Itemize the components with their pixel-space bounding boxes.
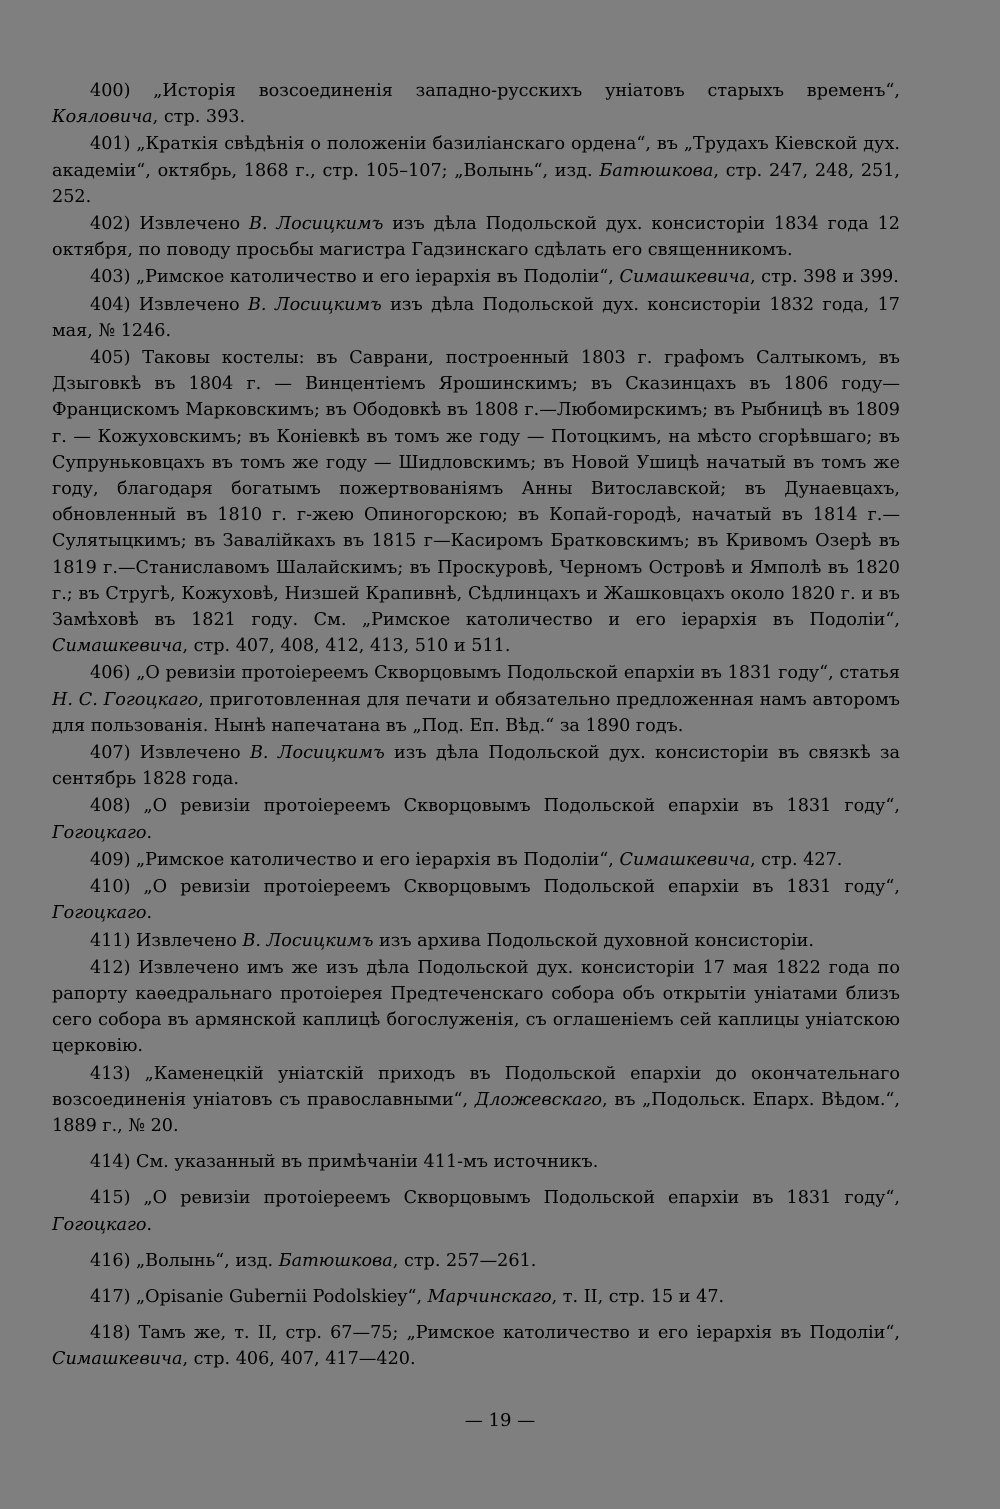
footnote-author: Батюшкова: [278, 1250, 393, 1271]
footnote-author: Н. С. Гогоцкаго: [52, 689, 199, 710]
footnote: [52, 78, 900, 130]
footnote-text: 401) „Краткія свѣдѣнія о положеніи базиліанскаго ордена“, въ „Трудахъ Кіевской дух. академіи“, октябрь, 1868 г., стр. 105–107; „Волынь“, изд.: [52, 134, 900, 181]
footnote-author: Симашкевича: [52, 1349, 183, 1370]
footnote-text: 414) См. указанный въ примѣчаніи 411-мъ источникъ.: [90, 1152, 599, 1173]
footnote-text: 407) Извлечено: [90, 743, 250, 764]
footnote-text: 404) Извлечено: [90, 294, 248, 315]
footnote-text: 406) „О ревизіи протоіереемъ Скворцовымъ Подольской епархіи въ 1831 году“, статья: [90, 663, 900, 684]
footnote-author: Гогоцкаго: [52, 903, 147, 924]
footnote-text: .: [146, 903, 153, 924]
footnote: [52, 211, 900, 263]
footnote-author: Батюшкова: [599, 160, 714, 181]
footnote: [52, 928, 900, 954]
footnote-text: 405) Таковы костелы: въ Саврани, построенный 1803 г. графомъ Салтыкомъ, въ Дзыговкѣ въ 1804 г. — Винцентіемъ Ярошинскимъ; въ Сказинцахъ въ 1806 году—Францискомъ Марковскимъ; въ Ободовкѣ въ 1808 г.—Любомирскимъ; въ Рыбницѣ въ 1809 г. — Кожуховскимъ; въ Коніевкѣ въ томъ же году — Потоцкимъ, на мѣсто сгорѣвшаго; въ Супруньковцахъ въ томъ же году — Шидловскимъ; въ Новой Ушицѣ начатый въ томъ же году, благодаря богатымъ пожертвованіямъ Анны Витославской; въ Дунаевцахъ, обновленный въ 1810 г. г-жею Опиногорскою; въ Копай-городѣ, начатый въ 1814 г.—Сулятыцкимъ; въ Завалійкахъ въ 1815 г—Касиромъ Братковскимъ; въ Кривомъ Озерѣ въ 1819 г.—Станиславомъ Шалайскимъ; въ Проскуровѣ, Черномъ Островѣ и Ямполѣ въ 1820 г.; въ Стругѣ, Кожуховѣ, Низшей Крапивнѣ, Сѣдлинцахъ и Жашковцахъ около 1820 г. и въ Замѣховѣ въ 1821 году. См. „Римское католичество и его іерархія въ Подоліи“,: [52, 348, 900, 631]
footnote-text: 409) „Римское католичество и его іерархія въ Подоліи“,: [90, 849, 620, 870]
footnote-text: 411) Извлечено: [90, 930, 243, 951]
footnote: [52, 660, 900, 739]
footnote-author: В. Лосицкимъ: [249, 743, 385, 764]
footnotes-page: [52, 78, 900, 1374]
footnote-text: изъ дѣла Подольской дух. консисторіи 1832 года, 17 мая, № 1246.: [52, 294, 900, 341]
footnote: [52, 874, 900, 926]
footnote-author: Симашкевича: [619, 267, 750, 288]
footnote-text: , стр. 398 и 399.: [749, 267, 899, 288]
footnote-text: , стр. 406, 407, 417—420.: [182, 1349, 416, 1370]
footnote-text: 413) „Каменецкій уніатскій приходъ въ Подольской епархіи до окончательнаго возсоединенія уніатовъ съ православными“,: [52, 1063, 900, 1110]
footnote-text: 403) „Римское католичество и его іерархія въ Подоліи“,: [90, 267, 620, 288]
footnote-text: 402) Извлечено: [90, 214, 250, 235]
footnote-text: , стр. 427.: [749, 849, 843, 870]
footnote-text: 415) „О ревизіи протоіереемъ Скворцовымъ Подольской епархіи въ 1831 году“,: [90, 1188, 900, 1209]
footnote-author: В. Лосицкимъ: [249, 214, 384, 235]
footnote-text: 418) Тамъ же, т. II, стр. 67—75; „Римское католичество и его іерархія въ Подоліи“,: [90, 1323, 900, 1344]
footnote: [52, 292, 900, 344]
footnote-text: 400) „Исторія возсоединенія западно-русскихъ уніатовъ старыхъ временъ“,: [90, 81, 900, 101]
footnote: [52, 1149, 900, 1175]
footnote: [52, 1320, 900, 1372]
footnote-text: 417) „Opisanie Gubernii Podolskiey“,: [90, 1286, 428, 1307]
footnote-author: В. Лосицкимъ: [242, 930, 374, 951]
footnote: [52, 1284, 900, 1310]
footnote-text: , приготовленная для печати и обязательно предложенная намъ авторомъ для пользованія. Нынѣ напечатана въ „Под. Еп. Вѣд.“ за 1890 годъ.: [52, 689, 900, 736]
footnote-author: Симашкевича: [619, 849, 750, 870]
footnotes-list: [52, 78, 900, 1373]
footnote-author: Марчинскаго: [427, 1286, 552, 1307]
footnote: [52, 793, 900, 845]
footnote-author: В. Лосицкимъ: [248, 294, 382, 315]
page-number: — 19 —: [464, 1410, 536, 1431]
footnote: [52, 1061, 900, 1140]
footnote: [52, 1248, 900, 1274]
footnote: [52, 1185, 900, 1237]
footnote-text: , стр. 247, 248, 251, 252.: [52, 160, 900, 207]
footnote: [52, 264, 900, 290]
footnote-text: , стр. 407, 408, 412, 413, 510 и 511.: [182, 636, 511, 657]
footnote-text: изъ архива Подольской духовной консисторіи.: [373, 930, 814, 951]
footnote-author: Гогоцкаго: [52, 1214, 147, 1235]
footnote-author: Гогоцкаго: [52, 822, 147, 843]
footnote-author: Дложевскаго: [474, 1089, 602, 1110]
footnote-author: Симашкевича: [52, 636, 183, 657]
footnote: [52, 847, 900, 873]
footnote: [52, 131, 900, 210]
footnote: [52, 740, 900, 792]
footnote-text: 412) Извлечено имъ же изъ дѣла Подольской дух. консисторіи 17 мая 1822 года по рапорту каѳедральнаго протоіерея Предтеченскаго собора объ открытіи уніатами близъ сего собора въ армянской каплицѣ богослуженія, съ оглашеніемъ сей каплицы уніатскою церковію.: [52, 957, 900, 1057]
footnote-text: 408) „О ревизіи протоіереемъ Скворцовымъ Подольской епархіи въ 1831 году“,: [90, 796, 900, 817]
footnote-text: изъ дѣла Подольской дух. консисторіи 1834 года 12 октября, по поводу просьбы магистра Гадзинскаго сдѣлать его священникомъ.: [52, 214, 900, 261]
footnote-text: , въ „Подольск. Епарх. Вѣдом.“, 1889 г., № 20.: [52, 1089, 900, 1136]
footnote-text: .: [146, 1214, 153, 1235]
footnote-text: , т. II, стр. 15 и 47.: [551, 1286, 725, 1307]
footnote: [52, 345, 900, 659]
footnote-text: 416) „Волынь“, изд.: [90, 1250, 279, 1271]
footnote-text: , стр. 393.: [152, 107, 246, 128]
footnote-author: Кояловича: [52, 107, 153, 128]
footnote-text: изъ дѣла Подольской дух. консисторіи въ связкѣ за сентябрь 1828 года.: [52, 743, 901, 790]
footnote-text: .: [146, 822, 153, 843]
footnote-text: 410) „О ревизіи протоіереемъ Скворцовымъ Подольской епархіи въ 1831 году“,: [90, 877, 900, 898]
footnote: [52, 955, 900, 1060]
footnote-text: , стр. 257—261.: [392, 1250, 537, 1271]
